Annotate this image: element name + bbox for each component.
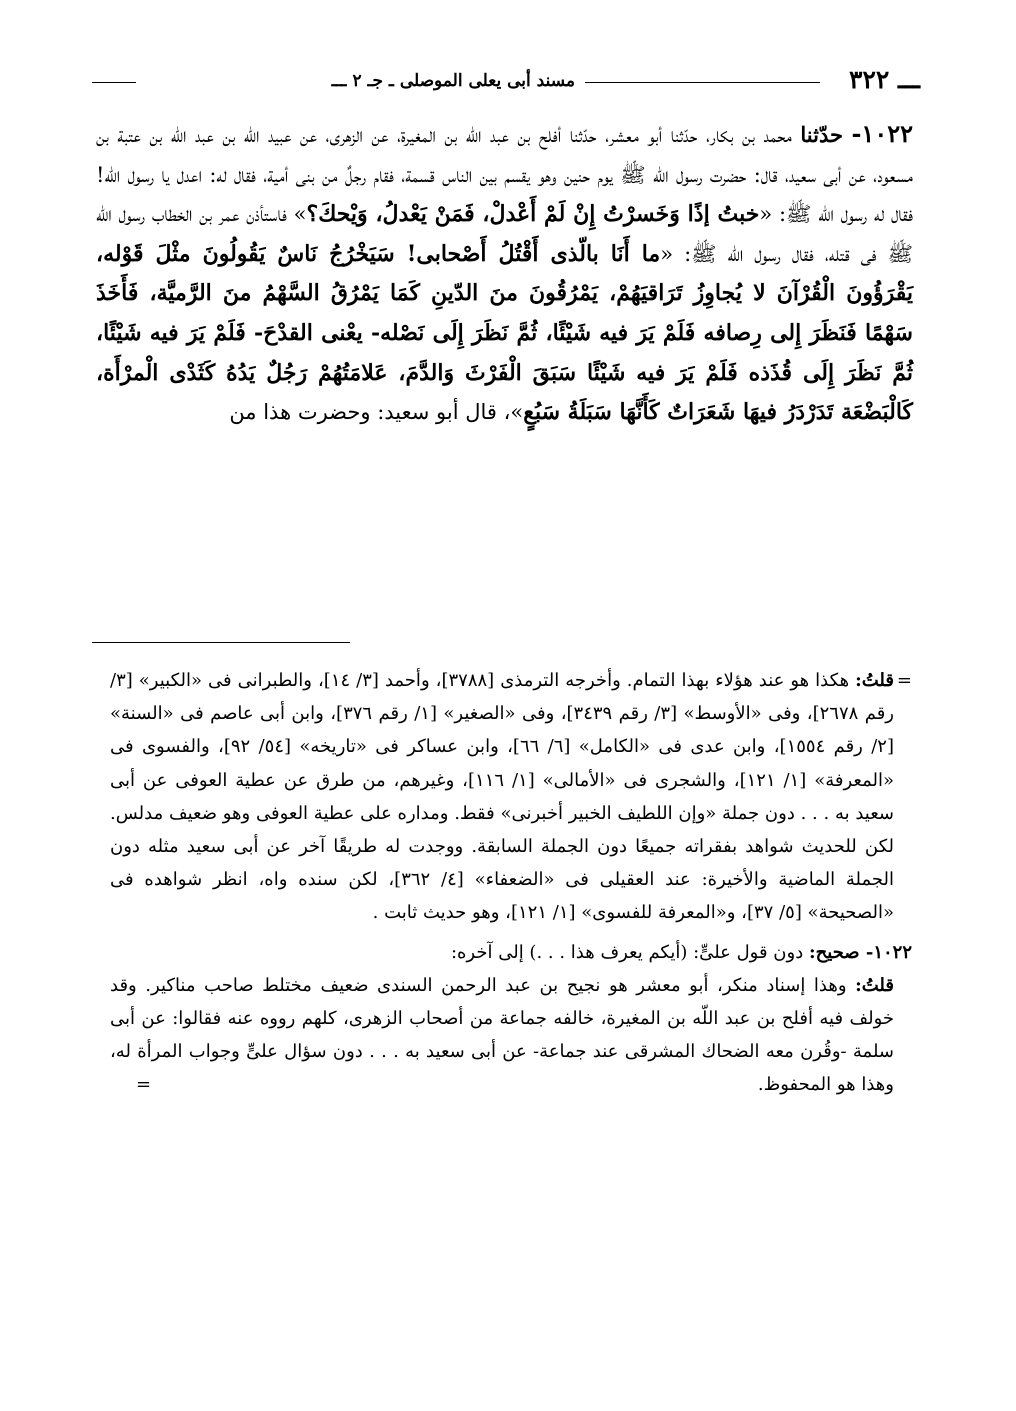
continues-marker: = xyxy=(136,1074,152,1096)
hadith-tail: »، قال أبو سعيد: وحضرت هذا من xyxy=(229,400,524,425)
grading-text: دون قول علىٍّ: (أيكم يعرف هذا . . .) إلى آخره: xyxy=(450,941,804,963)
hadith-number: ١٠٢٢- xyxy=(851,119,913,148)
footnote-continuation xyxy=(110,664,912,930)
commentary-label: قلتُ: xyxy=(855,974,894,996)
footnotes xyxy=(110,664,912,1102)
footnote-commentary xyxy=(110,969,912,1102)
book-title: مسند أبى يعلى الموصلى ـ جـ ٢ ـــ xyxy=(331,71,575,91)
grading-label: ١٠٢٢- صحيح: xyxy=(808,941,912,963)
hadith-intro: حدّثنا xyxy=(800,122,843,147)
header-rule xyxy=(585,82,820,83)
hadith-paragraph xyxy=(96,114,913,433)
commentary-text: وهذا إسناد منكر، أبو معشر هو نجيح بن عبد الرحمن السندى ضعيف مختلط صاحب مناكير. وقد خولف فيه أفلح بن عبد اللّه بن المغيرة، خالفه جماعة من أصحاب الزهرى، كلهم رووه عنه فقالوا: عن أبى سلمة -وقُرن معه الضحاك المشرقى عند جماعة- عن أبى سعيد به . . . دون سؤال علىٍّ وجواب المرأة له، وهذا هو المحفوظ. xyxy=(110,974,894,1096)
footnote-grading xyxy=(110,936,912,969)
continuation-marker: = xyxy=(896,670,912,691)
page-number: ـــ ٣٢٢ xyxy=(849,65,920,94)
prophet-quote-2: ما أَنَا بالّذى أَقْتُلُ أَصْحابى! سَيَخْرُجُ نَاسٌ يَقُولُونَ مثْلَ قَوْله، يَقْرَؤُونَ الْقُرْآنَ لا يُجاوِزُ تَرَاقيَهُمْ، يَمْرُقُونَ منَ الدّينِ كَمَا يَمْرُقُ السَّهْمُ منَ الرَّميَّة، فَأَخَذَ سَهْمًا فَنَظَرَ إِلى رِصافه فَلَمْ يَرَ فيه شَيْئًا، ثُمَّ نَظَرَ إِلَى نَصْله- يعْنى القدْحَ- فَلَمْ يَرَ فيه شَيْئًا، ثُمَّ نَظَرَ إِلَى قُذَذه فَلَمْ يَرَ فيه شَيْئًا سَبَقَ الْفَرْثَ وَالدَّمَ، عَلامَتُهُمْ رَجُلٌ يَدُهُ كَثَدْى الْمرْأَة، كَالْبَضْعَة تَدَرْدَرُ فيهَا شَعَرَاتٌ كَأَنَّهَا سَبَلَةُ سَبُعٍ xyxy=(96,240,913,426)
header-rule-end xyxy=(92,82,136,83)
footnote-label: قلتُ: xyxy=(855,670,894,691)
prophet-quote-1: خبتُ إذًا وَخَسرْتُ إِنْ لَمْ أَعْدلْ، فَمَنْ يَعْدلُ، وَيْحكَ؟ xyxy=(306,201,760,228)
footnote-text: هكذا هو عند هؤلاء بهذا التمام. وأخرجه الترمذى [٣٧٨٨]، وأحمد [٣/ ١٤]، والطبرانى فى «الكبير» [٣/ رقم ٢٦٧٨]، وفى «الأوسط» [٣/ رقم ٣٤٣٩]، وفى «الصغير» [١/ رقم ٣٧٦]، وابن أبى عاصم فى «السنة» [٢/ رقم ١٥٥٤]، وابن عدى فى «الكامل» [٦/ ٦٦]، وابن عساكر فى «تاريخه» [٥٤/ ٩٢]، والفسوى فى «المعرفة» [١/ ١٢١]، والشجرى فى «الأمالى» [١/ ١١٦]، وغيرهم، من طرق عن عطية العوفى عن أبى سعيد به . . . دون جملة «وإن اللطيف الخبير أخبرنى» فقط. ومداره على عطية العوفى وهو ضعيف مدلس. لكن للحديث شواهد بفقراته جميعًا دون الجملة السابقة. ووجدت له طريقًا آخر عن أبى سعيد مثله دون الجملة الماضية والأخيرة: عند العقيلى فى «الضعفاء» [٤/ ٣٦٢]، لكن سنده واه، انظر شواهده فى «الصحيحة» [٥/ ٣٧]، و«المعرفة للفسوى» [١/ ١٢١]، وهو حديث ثابت . xyxy=(110,670,895,924)
running-header xyxy=(92,62,920,102)
hadith-isnad: محمد بن بكار، حدّثنا أبو معشر، حدّثنا أفلح بن عبد اللّه بن المغيرة، عن الزهرى، عن عبيد اللّه بن عبد اللّه بن عتبة بن مسعود، عن أبى سعيد، قال: حضرت رسول اللّه ﷺ يوم حنين وهو يقسم بين الناس قسمة، فقام رجلٌ من بنى أمية، فقال له: اعدل يا رسول اللّه! فقال له رسول اللّه ﷺ: « xyxy=(96,123,914,227)
hadith-body xyxy=(96,114,913,433)
hadith-mid: » فاستأذن عمر بن الخطاب رسول اللّه ﷺ فى قتله، فقال رسول اللّه ﷺ: « xyxy=(96,202,913,266)
footnote-separator xyxy=(92,642,350,643)
